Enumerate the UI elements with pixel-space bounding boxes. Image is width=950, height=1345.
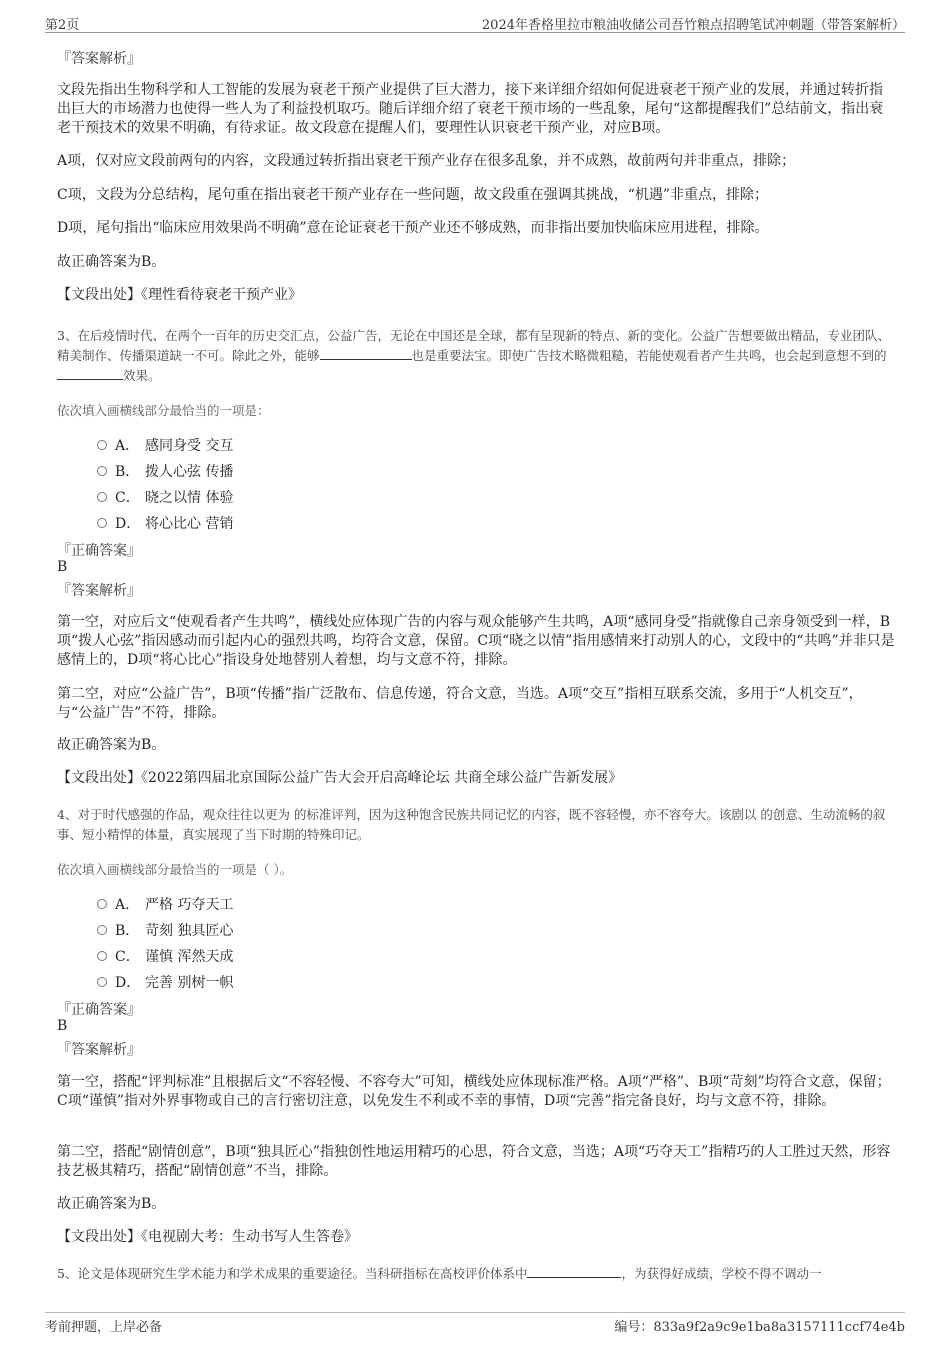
page-number: 第2页 xyxy=(45,18,80,33)
correct-answer-label: 『正确答案』 xyxy=(57,543,141,559)
q3-stem xyxy=(57,326,895,386)
q5-stem-part2: ，为获得好成绩，学校不得不调动一 xyxy=(621,1266,822,1281)
analysis-label: 『答案解析』 xyxy=(57,1042,141,1058)
option-letter: D． xyxy=(115,975,141,991)
option-letter: A． xyxy=(115,438,140,454)
q3-analysis-paragraph-2: 第二空，对应“公益广告”，B项“传播”指广泛散布、信息传递，符合文意，当选。A项“交互”指相互联系交流，多用于“人机交互”，与“公益广告”不符，排除。 xyxy=(57,686,863,721)
q4-conclusion: 故正确答案为B。 xyxy=(57,1196,166,1212)
q4-analysis-paragraph-1: 第一空，搭配“评判标准”且根据后文“不容轻慢、不容夸大”可知，横线处应体现标准严格。A项“严格”、B项“苛刻”均符合文意，保留；C项“谨慎”指对外界事物或自己的言行密切注意，以免发生不利或不幸的事情，D项“完善”指完备良好，均与文意不符，排除。 xyxy=(57,1074,891,1109)
q3-option-d[interactable] xyxy=(97,513,233,533)
q4-option-d[interactable] xyxy=(97,972,233,992)
option-text: 将心比心 营销 xyxy=(145,516,234,532)
q2-conclusion: 故正确答案为B。 xyxy=(57,254,166,270)
q3-blank-1 xyxy=(320,346,412,360)
q3-stem-part2: 也是重要法宝。即使广告技术略微粗糙，若能使观看者产生共鸣，也会起到意想不到的 xyxy=(411,348,887,363)
q3-answer: B xyxy=(57,559,68,575)
q4-option-a[interactable] xyxy=(97,894,233,914)
q4-instruction: 依次填入画横线部分最恰当的一项是（ ）。 xyxy=(57,862,293,877)
q3-stem-part3: 效果。 xyxy=(123,368,161,383)
q4-option-c[interactable] xyxy=(97,946,233,966)
radio-icon[interactable] xyxy=(97,899,107,909)
analysis-label: 『答案解析』 xyxy=(57,583,141,599)
radio-icon[interactable] xyxy=(97,925,107,935)
q4-stem: 4、对于时代感强的作品，观众往往以更为 的标准评判，因为这种饱含民族共同记忆的内容，既不容轻慢，亦不容夸大。该剧以 的创意、生动流畅的叙事、短小精悍的体量，真实展现了当下时期的特殊印记。 xyxy=(57,807,886,842)
q5-stem xyxy=(57,1264,895,1284)
q3-blank-2 xyxy=(57,366,123,380)
radio-icon[interactable] xyxy=(97,518,107,528)
option-text: 拨人心弦 传播 xyxy=(145,464,234,480)
option-text: 感同身受 交互 xyxy=(145,438,234,454)
q3-option-c[interactable] xyxy=(97,487,233,507)
option-letter: C． xyxy=(115,949,140,965)
footer-code-label: 编号： xyxy=(614,1320,654,1335)
footer-code-value: 833a9f2a9c9e1ba8a3157111ccf74e4b xyxy=(653,1320,905,1335)
option-letter: C． xyxy=(115,490,140,506)
option-text: 谨慎 浑然天成 xyxy=(145,949,234,965)
option-letter: B． xyxy=(115,923,140,939)
q3-option-a[interactable] xyxy=(97,435,233,455)
option-text: 严格 巧夺天工 xyxy=(145,897,234,913)
radio-icon[interactable] xyxy=(97,977,107,987)
option-text: 苛刻 独具匠心 xyxy=(145,923,234,939)
q2-analysis-paragraph: 文段先指出生物科学和人工智能的发展为衰老干预产业提供了巨大潜力，接下来详细介绍如何促进衰老干预产业的发展，并通过转折指出巨大的市场潜力也使得一些人为了利益投机取巧。随后详细介绍了衰老干预市场的一些乱象，尾句“这都提醒我们”总结前文，指出衰老干预技术的效果不明确，有待求证。故文段意在提醒人们，要理性认识衰老干预产业，对应B项。 xyxy=(57,82,884,136)
q4-source: 【文段出处】《电视剧大考：生动书写人生答卷》 xyxy=(57,1229,358,1245)
q2-analysis-option-a: A项，仅对应文段前两句的内容，文段通过转折指出衰老干预产业存在很多乱象，并不成熟，故前两句并非重点，排除； xyxy=(57,153,796,169)
q2-source: 【文段出处】《理性看待衰老干预产业》 xyxy=(57,287,302,303)
q3-instruction: 依次填入画横线部分最恰当的一项是： xyxy=(57,403,270,418)
radio-icon[interactable] xyxy=(97,440,107,450)
q4-option-b[interactable] xyxy=(97,920,233,940)
page-header xyxy=(45,12,905,33)
document-title: 2024年香格里拉市粮油收储公司吾竹粮点招聘笔试冲刺题（带答案解析） xyxy=(481,18,905,33)
option-text: 晓之以情 体验 xyxy=(145,490,234,506)
q5-stem-part1: 5、论文是体现研究生学术能力和学术成果的重要途径。当科研指标在高校评价体系中 xyxy=(57,1266,528,1281)
radio-icon[interactable] xyxy=(97,492,107,502)
q4-answer: B xyxy=(57,1018,68,1034)
option-letter: B． xyxy=(115,464,140,480)
q3-analysis-paragraph-1: 第一空，对应后文“使观看者产生共鸣”，横线处应体现广告的内容与观众能够产生共鸣，A项“感同身受”指就像自己亲身领受到一样，B项“拨人心弦”指因感动而引起内心的强烈共鸣，均符合文意，保留。C项“晓之以情”指用感情来打动别人的心，文段中的“共鸣”并非只是感情上的，D项“将心比心”指设身处地替别人着想，均与文意不符，排除。 xyxy=(57,614,895,668)
option-letter: A． xyxy=(115,897,140,913)
q3-conclusion: 故正确答案为B。 xyxy=(57,737,166,753)
q3-option-b[interactable] xyxy=(97,461,233,481)
q5-blank-1 xyxy=(527,1264,621,1278)
q2-analysis-option-d: D项，尾句指出“临床应用效果尚不明确”意在论证衰老干预产业还不够成熟，而非指出要加快临床应用进程，排除。 xyxy=(57,220,769,236)
footer-slogan: 考前押题，上岸必备 xyxy=(45,1320,163,1335)
q3-stem-part1: 3、在后疫情时代、在两个一百年的历史交汇点，公益广告，无论在中国还是全球，都有呈现新的特点、新的变化。公益广告想要做出精品，专业团队、精美制作、传播渠道缺一不可。除此之外，能够 xyxy=(57,328,890,363)
page-footer xyxy=(45,1312,905,1335)
option-letter: D． xyxy=(115,516,141,532)
option-text: 完善 别树一帜 xyxy=(145,975,234,991)
analysis-label: 『答案解析』 xyxy=(57,51,141,67)
q3-source: 【文段出处】《2022第四届北京国际公益广告大会开启高峰论坛 共商全球公益广告新发展》 xyxy=(57,770,623,786)
radio-icon[interactable] xyxy=(97,466,107,476)
radio-icon[interactable] xyxy=(97,951,107,961)
footer-code xyxy=(614,1316,905,1335)
correct-answer-label: 『正确答案』 xyxy=(57,1002,141,1018)
q2-analysis-option-c: C项，文段为分总结构，尾句重在指出衰老干预产业存在一些问题，故文段重在强调其挑战，“机遇”非重点，排除； xyxy=(57,187,769,203)
q4-analysis-paragraph-2: 第二空，搭配“剧情创意”，B项“独具匠心”指独创性地运用精巧的心思，符合文意，当选；A项“巧夺天工”指精巧的人工胜过天然，形容技艺极其精巧，搭配“剧情创意”不当，排除。 xyxy=(57,1144,891,1179)
